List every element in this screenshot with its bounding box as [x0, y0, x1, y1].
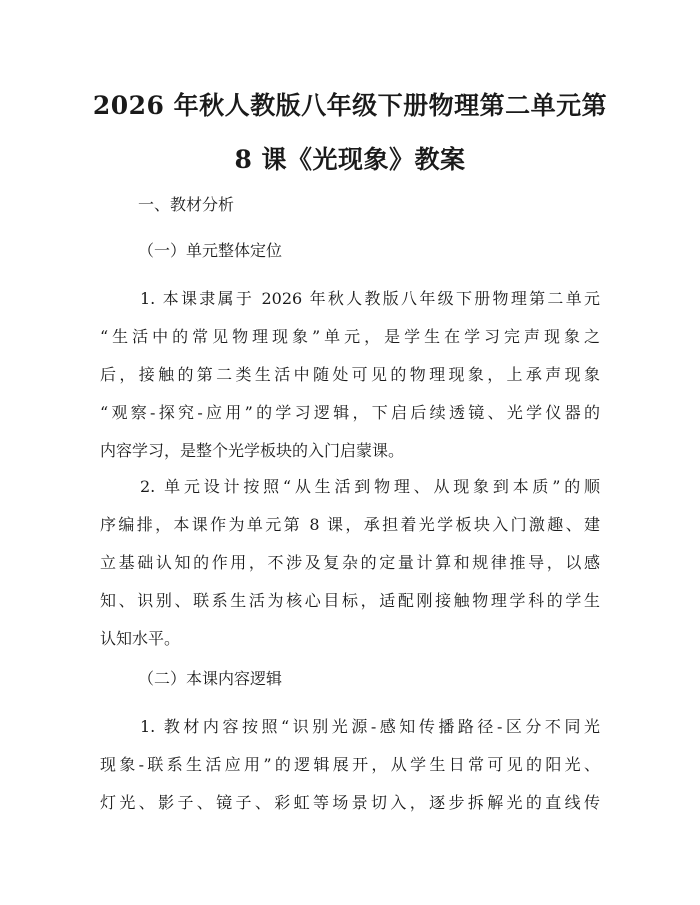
paragraph-line: 认知水平。 — [100, 629, 181, 648]
paragraph-line: 立基础认知的作用，不涉及复杂的定量计算和规律推导，以感 — [100, 553, 600, 572]
paragraph-line: 现象-联系生活应用”的逻辑展开，从学生日常可见的阳光、 — [100, 755, 600, 774]
paragraph-line: 知、识别、联系生活为核心目标，适配刚接触物理学科的学生 — [100, 591, 600, 610]
paragraph-line: 后，接触的第二类生活中随处可见的物理现象，上承声现象 — [100, 365, 600, 384]
subsection-heading-unit-position: （一）单元整体定位 — [138, 241, 283, 260]
paragraph-line: “观察-探究-应用”的学习逻辑，下启后续透镜、光学仪器的 — [100, 403, 600, 422]
paragraph-1 — [100, 280, 600, 470]
document-title-line-1: 2026 年秋人教版八年级下册物理第二单元第 — [92, 91, 608, 120]
paragraph-line: 1. 教材内容按照“识别光源-感知传播路径-区分不同光 — [140, 717, 600, 736]
subsection-heading-content-logic: （二）本课内容逻辑 — [138, 669, 283, 688]
paragraph-line: 内容学习，是整个光学板块的入门启蒙课。 — [100, 441, 405, 460]
section-heading-analysis: 一、教材分析 — [138, 195, 235, 214]
paragraph-line: 1. 本课隶属于 2026 年秋人教版八年级下册物理第二单元 — [140, 289, 600, 308]
paragraph-line: 灯光、影子、镜子、彩虹等场景切入，逐步拆解光的直线传 — [100, 793, 600, 812]
paragraph-3 — [100, 708, 600, 822]
paragraph-2 — [100, 468, 600, 658]
paragraph-line: “生活中的常见物理现象”单元，是学生在学习完声现象之 — [100, 327, 600, 346]
document-title-line-2: 8 课《光现象》教案 — [234, 145, 466, 174]
paragraph-line: 序编排，本课作为单元第 8 课，承担着光学板块入门激趣、建 — [100, 515, 600, 534]
paragraph-line: 2. 单元设计按照“从生活到物理、从现象到本质”的顺 — [140, 477, 600, 496]
